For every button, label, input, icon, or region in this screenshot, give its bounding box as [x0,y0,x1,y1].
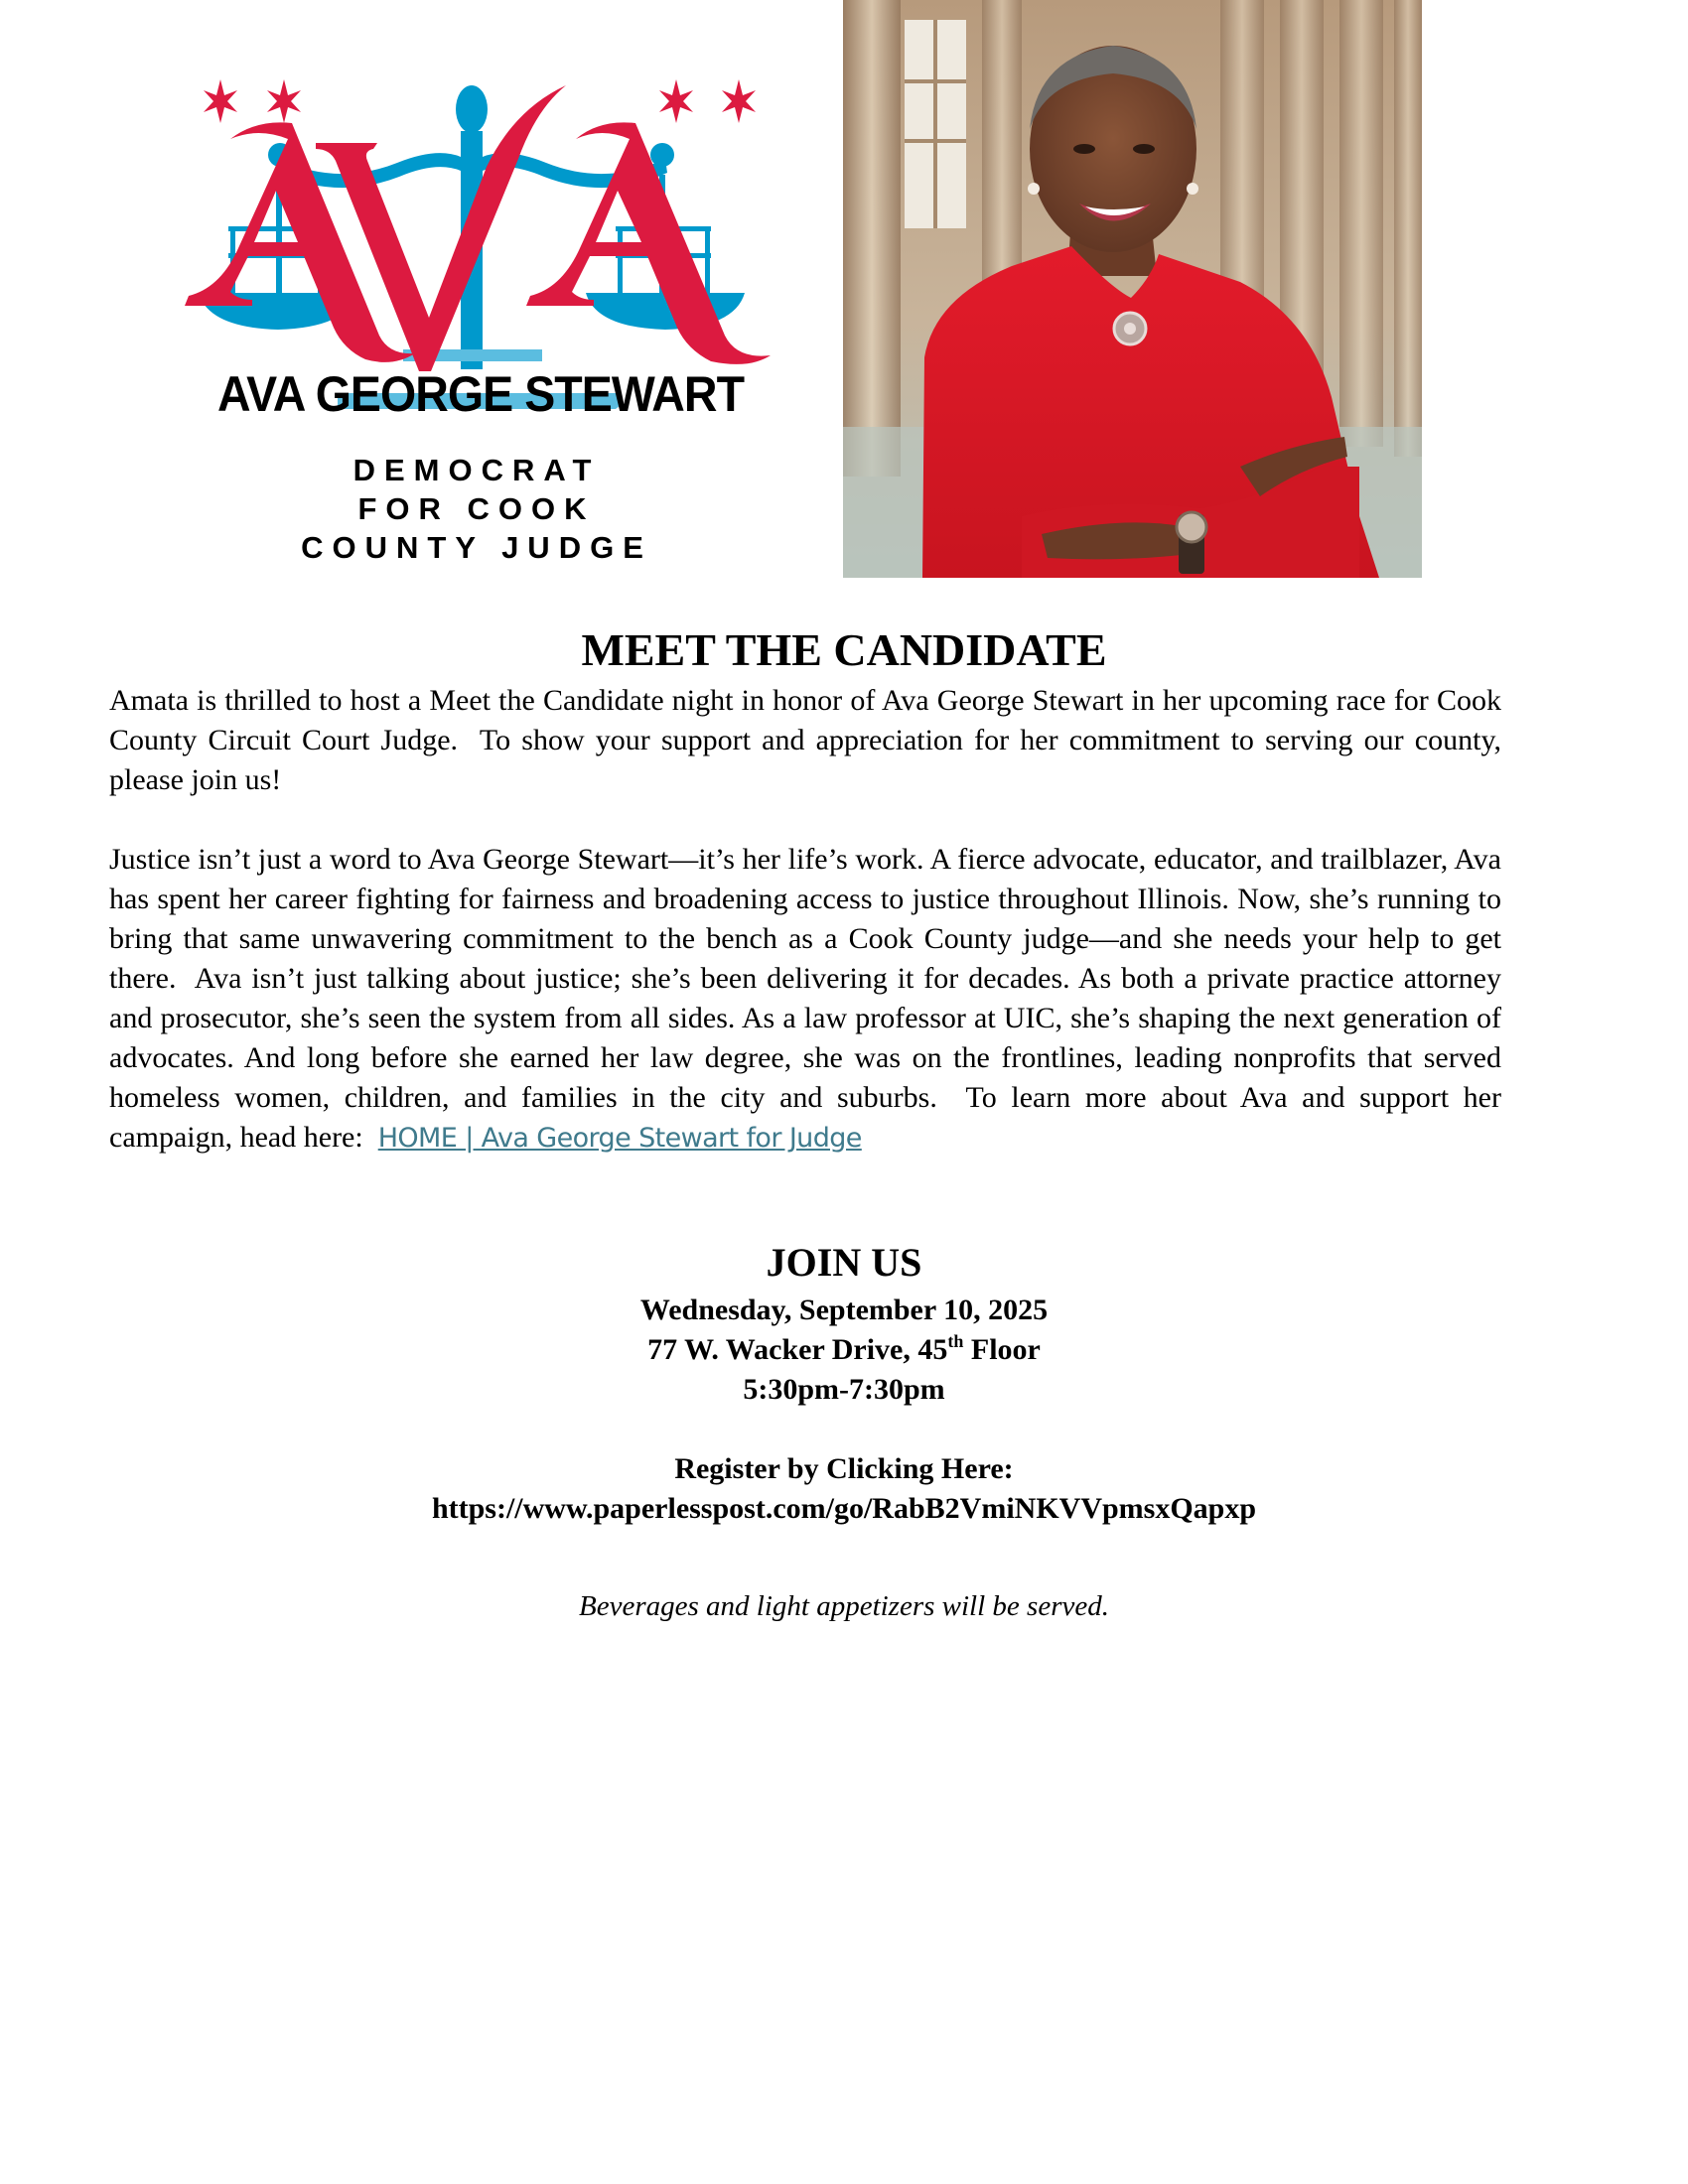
event-date: Wednesday, September 10, 2025 [639,1294,1049,1326]
address-tail: Floor [963,1333,1041,1366]
bio-text: Justice isn’t just a word to Ava George Stewart—it’s her life’s work. A fierce advocate, educator, and trailblazer, Ava has spent her career fighting for fairness and broadening access to justice throughout Illinois. Now, she’s running to bring that same unwavering commitment to the bench as a Cook County judge—and she needs your help to get there. Ava isn’t just talking about justice; she’s been delivering it for decades. As both a private practice attorney and prosecutor, she’s seen the system from all sides. As a law professor at UIC, she’s shaping the next generation of advocates. And long before she earned her law degree, she was on the frontlines, leading nonprofits that served homeless women, children, and families in the city and suburbs. To learn more about Ava and support her campaign, head here: [109,843,1501,1154]
register-url[interactable]: https://www.paperlesspost.com/go/RabB2VmiNKVVpmsxQapxp [431,1492,1257,1525]
event-address [0,1330,1688,1370]
logo-tagline [169,451,784,567]
star-icon [658,79,694,123]
campaign-logo [169,79,784,576]
join-heading: JOIN US [766,1240,922,1285]
address-main: 77 W. Wacker Drive, 45 [647,1333,948,1366]
star-icon [266,79,302,123]
meet-heading: MEET THE CANDIDATE [581,624,1107,675]
logo-candidate-name: AVA GEORGE STEWART [216,366,745,422]
candidate-portrait-image [843,0,1422,578]
intro-paragraph: Amata is thrilled to host a Meet the Candidate night in honor of Ava George Stewart in her upcoming race for Cook County Circuit Court Judge. To show your support and appreciation for her commitment to serving our county, please join us! [109,684,1501,796]
refreshments-note: Beverages and light appetizers will be served. [579,1590,1109,1622]
campaign-website-link[interactable]: HOME | Ava George Stewart for Judge [377,1123,862,1154]
register-label: Register by Clicking Here: [674,1452,1014,1485]
star-icon [721,79,757,123]
address-ordinal: th [947,1331,964,1351]
tagline-line: FOR COOK [357,491,596,526]
scales-of-justice-icon [169,79,784,377]
star-icon [203,79,238,123]
event-time: 5:30pm-7:30pm [743,1373,945,1406]
tagline-line: COUNTY JUDGE [301,530,652,565]
bio-paragraph [109,840,1501,1159]
tagline-line: DEMOCRAT [352,453,601,487]
candidate-photo [843,0,1422,578]
